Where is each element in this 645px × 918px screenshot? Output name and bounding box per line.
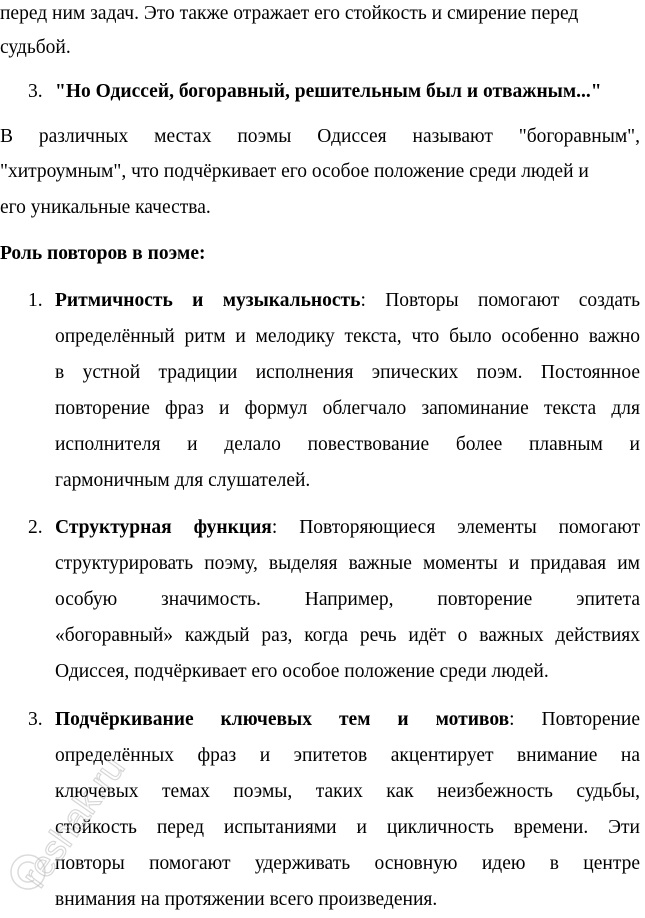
- item-3-line-3: ключевых темах поэмы, таких как неизбежность судьбы,: [55, 781, 640, 802]
- item-3-title: Подчёркивание ключевых тем и мотивов: [55, 709, 510, 730]
- item-2-title: Структурная функция: [55, 517, 272, 538]
- item-1-line-3: в устной традиции исполнения эпических поэм. Постоянное: [55, 362, 640, 383]
- item-3-line-2: определённых фраз и эпитетов акцентирует внимание на: [55, 745, 640, 766]
- copyright-icon: [11, 855, 45, 889]
- item-1-line-6: гармоничным для слушателей.: [55, 470, 311, 491]
- intro-line-2: судьбой.: [0, 37, 71, 58]
- item-2-line-2: структурировать поэму, выделяя важные моменты и придавая им: [55, 553, 640, 574]
- item-3-line-5: повторы помогают удерживать основную идею в центре: [55, 853, 640, 874]
- copyright-icon-c: [18, 862, 34, 882]
- item-3-line-6: внимания на протяжении всего произведения.: [55, 889, 438, 910]
- item-1-line-5: исполнителя и делало повествование более плавным и: [55, 434, 640, 455]
- item-2-line-1: [55, 516, 640, 540]
- epithet-paragraph-line-2: "хитроумным", что подчёркивает его особое положение среди людей и: [0, 161, 589, 182]
- quote-item-number: 3.: [28, 81, 43, 102]
- intro-line-1: перед ним задач. Это также отражает его стойкость и смирение перед: [0, 3, 579, 24]
- item-1-number: 1.: [28, 290, 43, 311]
- item-1-title: Ритмичность и музыкальность: [55, 290, 361, 311]
- item-3-line-4: стойкость перед испытаниями и цикличность времени. Эти: [55, 817, 640, 838]
- section-heading: Роль повторов в поэме:: [0, 243, 206, 264]
- watermark-text: reshak.ru: [12, 748, 133, 895]
- item-2-line-5: Одиссея, подчёркивает его особое положение среди людей.: [55, 661, 549, 682]
- item-2-line-3: особую значимость. Например, повторение эпитета: [55, 589, 640, 610]
- epithet-paragraph-line-1: В различных местах поэмы Одиссея называют "богоравным",: [0, 126, 640, 147]
- item-3-first-line-text: : Повторение: [509, 709, 640, 730]
- item-2-line-4: «богоравный» каждый раз, когда речь идёт о важных действиях: [55, 625, 640, 646]
- item-2-number: 2.: [28, 517, 43, 538]
- item-3-line-1: [55, 708, 640, 732]
- item-3-number: 3.: [28, 709, 43, 730]
- item-2-first-line-text: : Повторяющиеся элементы помогают: [271, 517, 640, 538]
- item-1-line-1: [55, 289, 640, 313]
- epithet-paragraph-line-3: его уникальные качества.: [0, 197, 211, 218]
- item-1-line-2: определённый ритм и мелодику текста, что было особенно важно: [55, 326, 640, 347]
- item-1-line-4: повторение фраз и формул облегчало запоминание текста для: [55, 398, 640, 419]
- item-1-first-line-text: : Повторы помогают создать: [360, 290, 640, 311]
- quote-item-text: "Но Одиссей, богоравный, решительным был и отважным...": [55, 81, 602, 102]
